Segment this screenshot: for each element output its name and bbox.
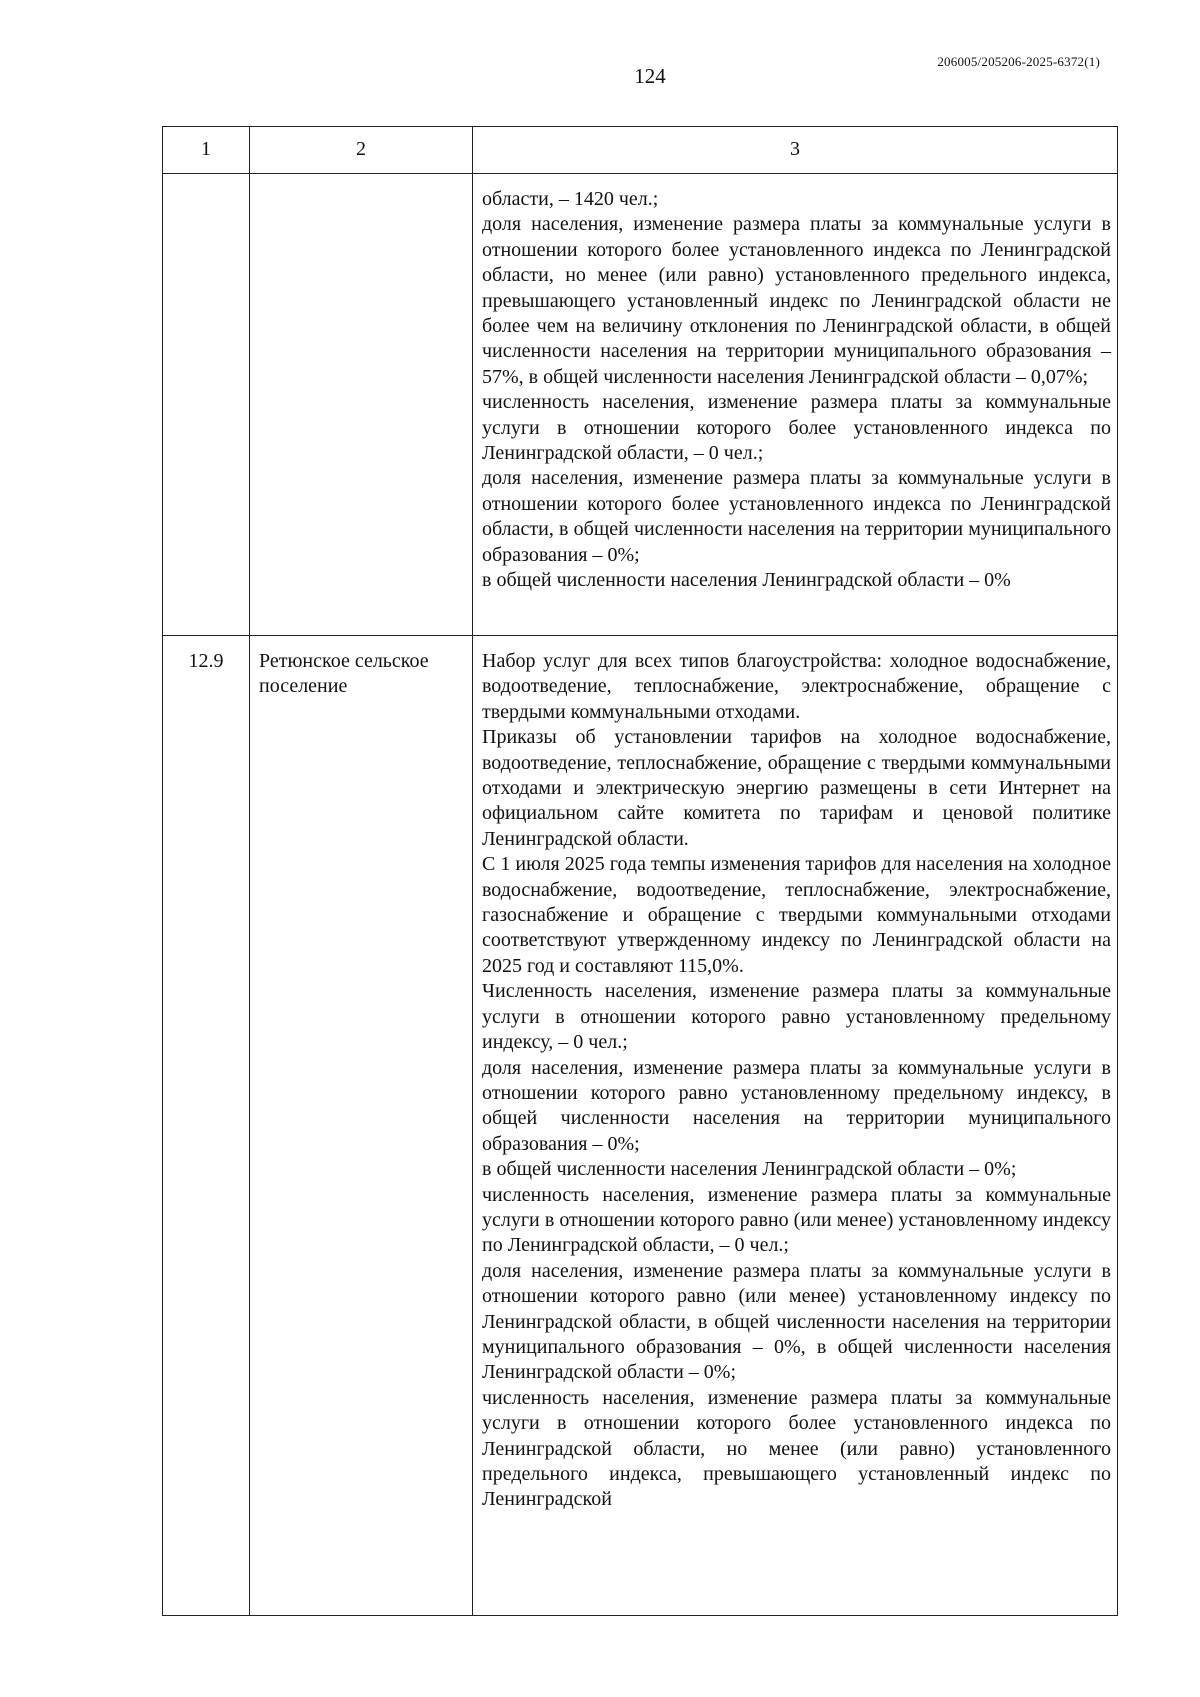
table-header-row xyxy=(163,127,1118,174)
paragraph: доля населения, изменение размера платы за коммунальные услуги в отношении которого более установленного индекса по Ленинградской области, в общей численности населения на территории муниципального образования – 0%; xyxy=(482,467,1111,566)
column-header-1: 1 xyxy=(163,127,250,174)
paragraph: области, – 1420 чел.; xyxy=(482,188,659,210)
paragraph: численность населения, изменение размера платы за коммунальные услуги в отношении которого равно (или менее) установленному индексу по Ленинградской области, – 0 чел.; xyxy=(482,1183,1111,1257)
paragraph: Набор услуг для всех типов благоустройства: холодное водоснабжение, водоотведение, теплоснабжение, электроснабжение, обращение с твердыми коммунальными отходами. xyxy=(482,650,1111,723)
paragraph: в общей численности населения Ленинградской области – 0% xyxy=(482,569,1011,592)
row-text-cell xyxy=(473,174,1118,636)
paragraph: Приказы об установлении тарифов на холодное водоснабжение, водоотведение, теплоснабжение, обращение с твердыми коммунальными отходами и электрическую энергию размещены в сети Интернет на официальном сайте комитета по тарифам и ценовой политике Ленинградской области. xyxy=(482,726,1111,850)
document-code: 206005/205206-2025-6372(1) xyxy=(937,54,1100,69)
paragraph: доля населения, изменение размера платы за коммунальные услуги в отношении которого более установленного индекса по Ленинградской области, но менее (или равно) установленного предельного индекса, превышающего установленный индекс по Ленинградской области не более чем на величину отклонения по Ленинградской области, в общей численности населения на территории муниципального образования – 57%, в общей численности населения Ленинградской области – 0,07%; xyxy=(482,213,1111,388)
column-header-3: 3 xyxy=(473,127,1118,174)
paragraph: доля населения, изменение размера платы за коммунальные услуги в отношении которого равно установленному предельному индексу, в общей численности населения на территории муниципального образования – 0%; xyxy=(482,1056,1111,1155)
page-number: 124 xyxy=(634,64,666,88)
paragraph: численность населения, изменение размера платы за коммунальные услуги в отношении которого более установленного индекса по Ленинградской области, но менее (или равно) установленного предельного индекса, превышающего установленный индекс по Ленинградской xyxy=(482,1386,1111,1511)
paragraph: Численность населения, изменение размера платы за коммунальные услуги в отношении которого равно установленному предельному индексу, – 0 чел.; xyxy=(482,980,1111,1054)
paragraph: С 1 июля 2025 года темпы изменения тарифов для населения на холодное водоснабжение, водоотведение, теплоснабжение, электроснабжение, газоснабжение и обращение с твердыми коммунальными отходами соответствуют утвержденному индексу по Ленинградской области на 2025 год и составляют 115,0%. xyxy=(482,853,1111,977)
row-number-cell xyxy=(163,174,250,636)
row-name-cell: Ретюнское сельское поселение xyxy=(250,636,473,1616)
table-row-continuation xyxy=(163,174,1118,636)
paragraph: доля населения, изменение размера платы за коммунальные услуги в отношении которого равно (или менее) установленному индексу по Ленинградской области, в общей численности населения на территории муниципального образования – 0%, в общей численности населения Ленинградской области – 0%; xyxy=(482,1259,1111,1384)
table-row-12-9 xyxy=(163,636,1118,1616)
row-number-cell: 12.9 xyxy=(163,636,250,1616)
column-header-2: 2 xyxy=(250,127,473,174)
paragraph: численность населения, изменение размера платы за коммунальные услуги в отношении которого более установленного индекса по Ленинградской области, – 0 чел.; xyxy=(482,391,1111,465)
row-name-cell xyxy=(250,174,473,636)
tariff-table xyxy=(162,126,1118,1616)
row-text-cell xyxy=(473,636,1118,1616)
paragraph: в общей численности населения Ленинградской области – 0%; xyxy=(482,1158,1017,1181)
